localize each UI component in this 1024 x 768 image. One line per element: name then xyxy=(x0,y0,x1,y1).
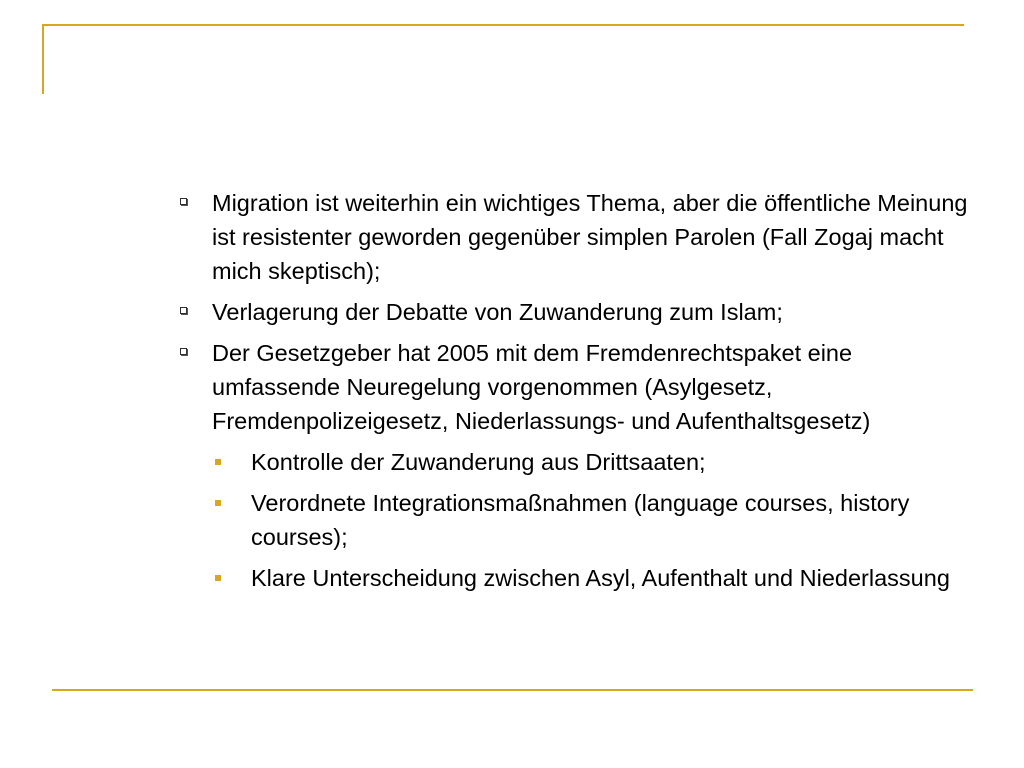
top-border-line xyxy=(42,24,964,26)
bullet-item xyxy=(176,336,976,438)
subbullet-text: Verordnete Integrationsmaßnahmen (language courses, history courses); xyxy=(251,490,910,550)
subbullet-item xyxy=(176,561,976,595)
filled-square-bullet-icon xyxy=(215,575,221,581)
bottom-border-line xyxy=(52,689,973,691)
bullet-item xyxy=(176,186,976,288)
filled-square-bullet-icon xyxy=(215,500,221,506)
bullet-list xyxy=(176,186,976,595)
subbullet-text: Kontrolle der Zuwanderung aus Drittsaaten; xyxy=(251,449,706,475)
hollow-square-bullet-icon xyxy=(180,348,187,355)
hollow-square-bullet-icon xyxy=(180,198,187,205)
subbullet-item xyxy=(176,445,976,479)
filled-square-bullet-icon xyxy=(215,459,221,465)
bullet-text: Migration ist weiterhin ein wichtiges Thema, aber die öffentliche Meinung ist resistenter geworden gegenüber simplen Parolen (Fall Zogaj macht mich skeptisch); xyxy=(212,190,968,284)
bullet-item xyxy=(176,295,976,329)
left-border-line xyxy=(42,24,44,94)
slide-content xyxy=(176,186,976,602)
subbullet-text: Klare Unterscheidung zwischen Asyl, Aufenthalt und Niederlassung xyxy=(251,565,950,591)
bullet-text: Verlagerung der Debatte von Zuwanderung zum Islam; xyxy=(212,299,783,325)
bullet-text: Der Gesetzgeber hat 2005 mit dem Fremdenrechtspaket eine umfassende Neuregelung vorgenommen (Asylgesetz, Fremdenpolizeigesetz, Niederlassungs- und Aufenthaltsgesetz) xyxy=(212,340,871,434)
hollow-square-bullet-icon xyxy=(180,307,187,314)
subbullet-item xyxy=(176,486,976,554)
